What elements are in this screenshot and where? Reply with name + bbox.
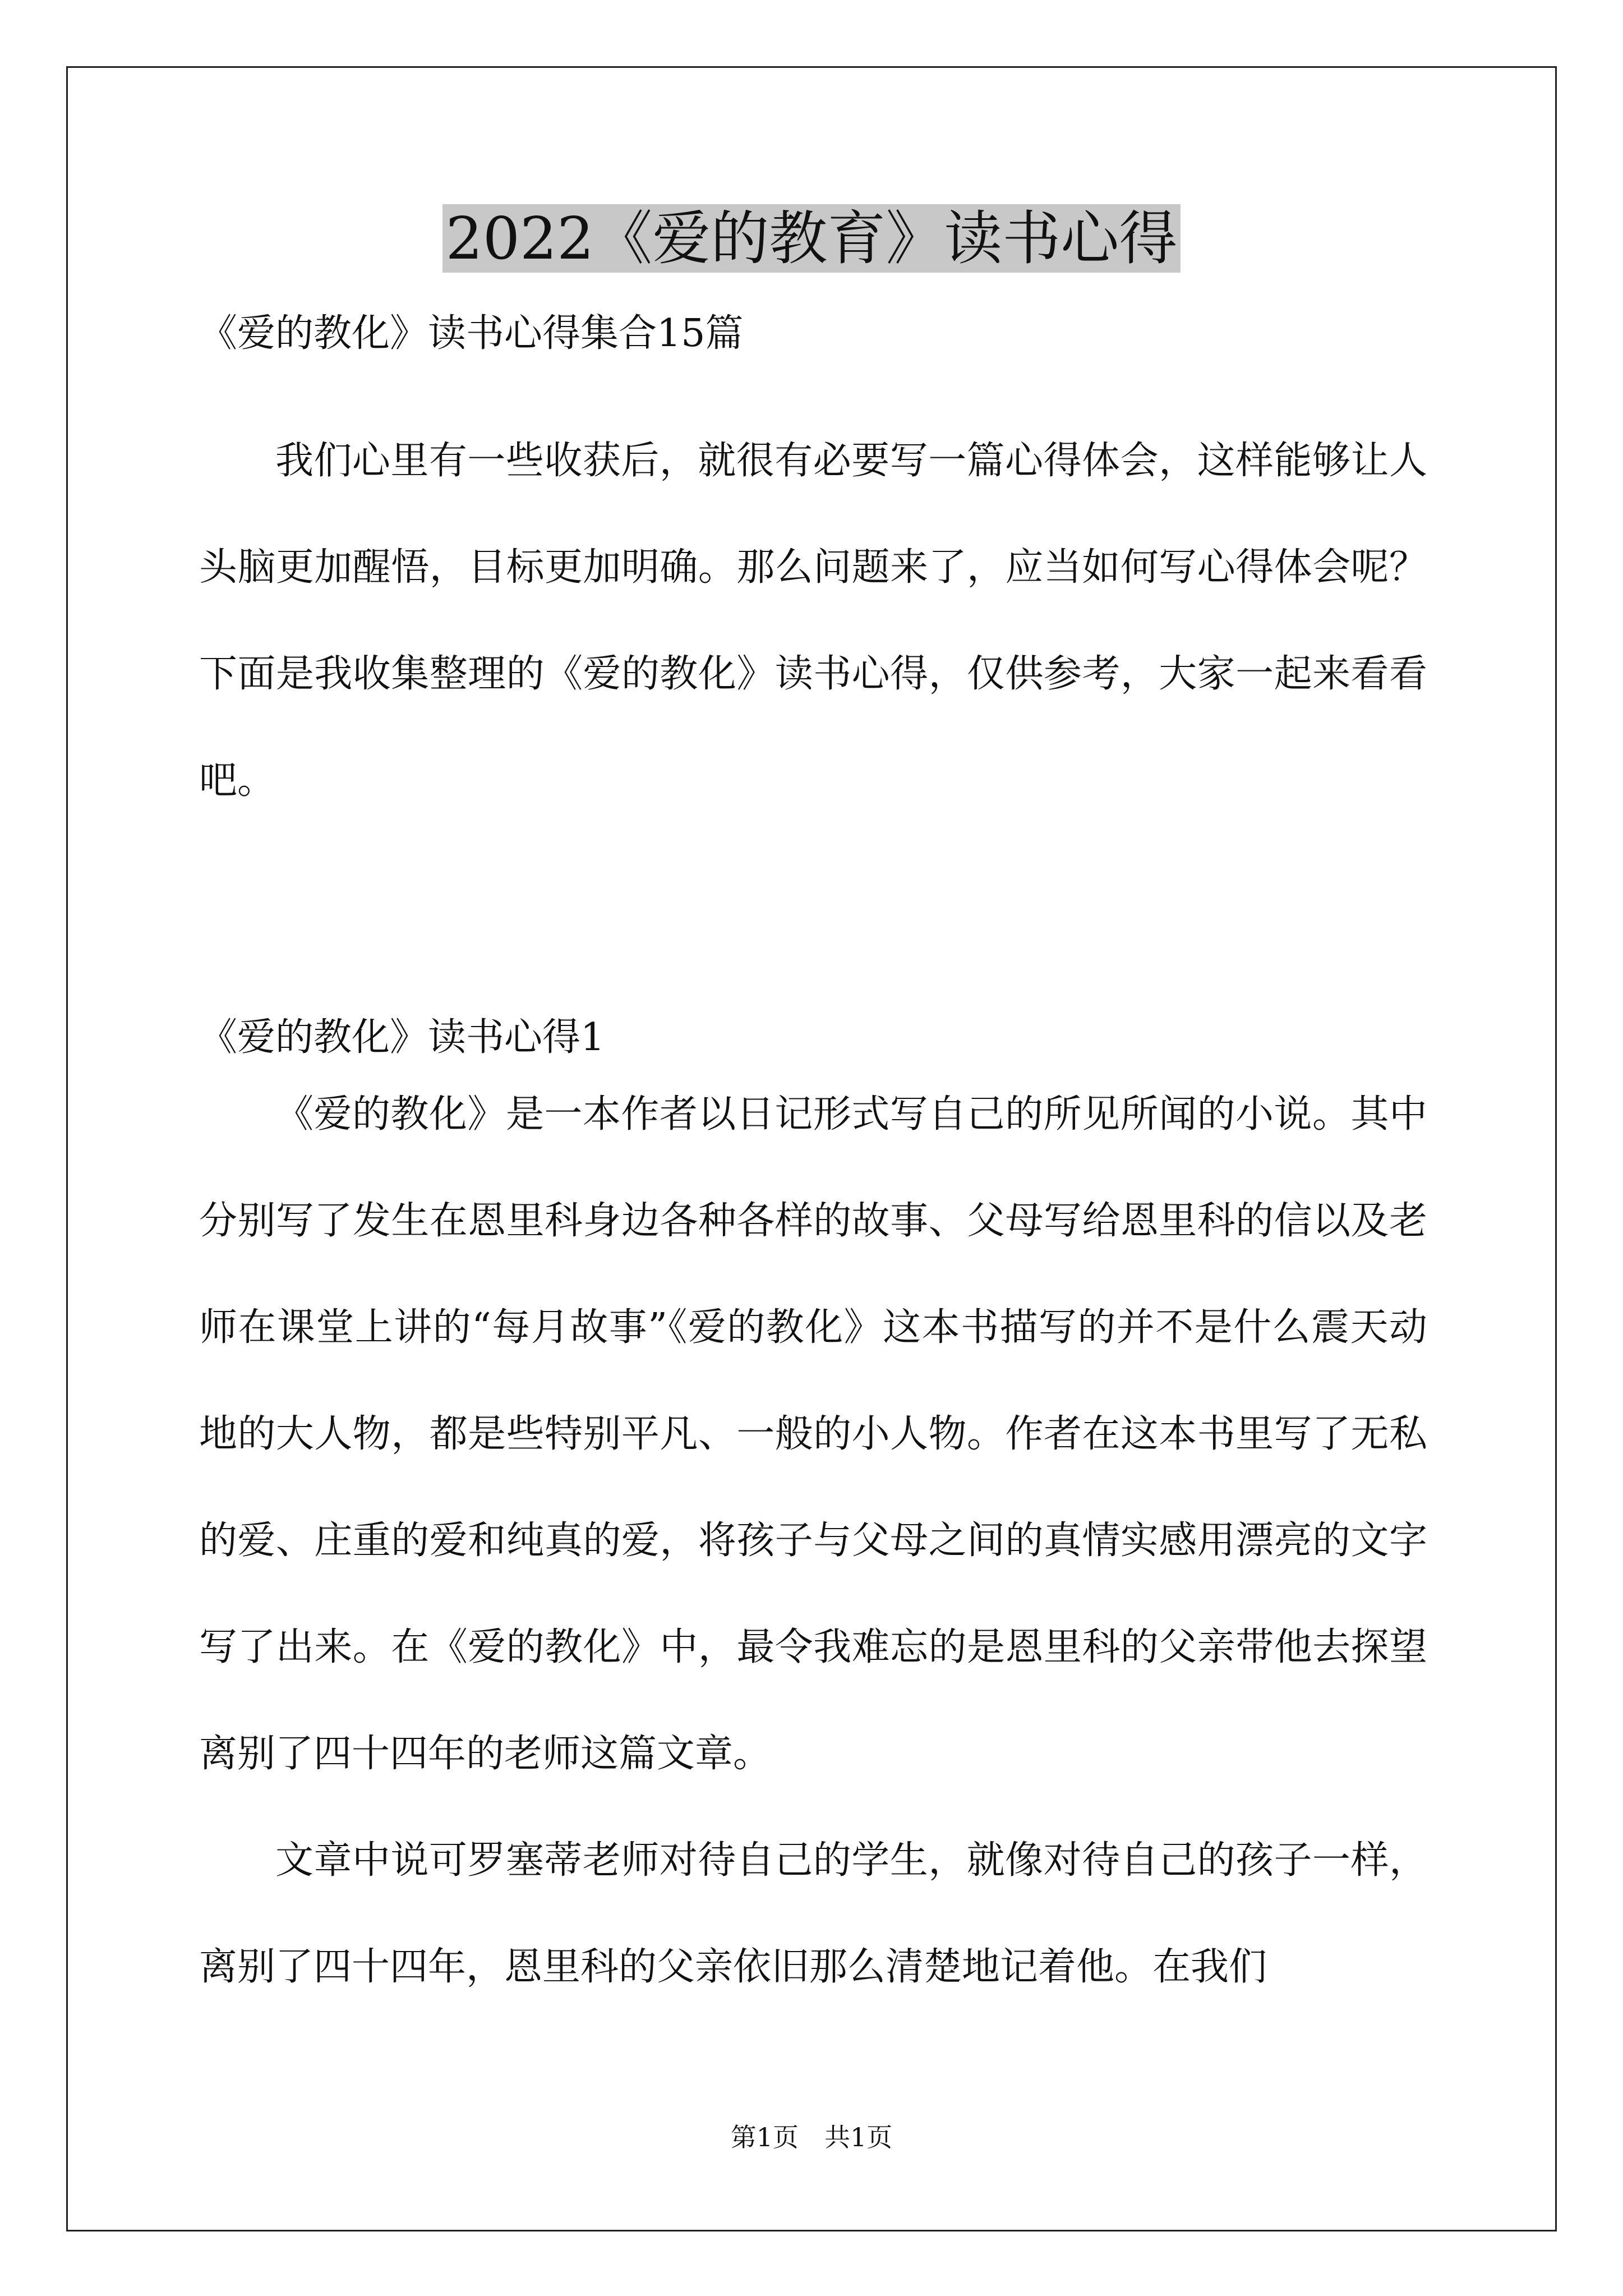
intro-paragraph: 我们心里有一些收获后，就很有必要写一篇心得体会，这样能够让人头脑更加醒悟，目标更加明确。那么问题来了，应当如何写心得体会呢？下面是我收集整理的《爱的教化》读书心得，仅供参考，大家一起来看看吧。	[199, 439, 1427, 803]
page-footer: 第1页 共1页	[730, 2122, 893, 2152]
document-title	[0, 196, 1623, 280]
document-title-text: 2022《爱的教育》读书心得	[442, 204, 1181, 273]
document-subheading: 《爱的教化》读书心得集合15篇	[199, 311, 744, 356]
section-heading: 《爱的教化》读书心得1	[199, 1015, 605, 1060]
body-paragraph-1: 《爱的教化》是一本作者以日记形式写自己的所见所闻的小说。其中分别写了发生在恩里科身边各种各样的故事、父母写给恩里科的信以及老师在课堂上讲的“每月故事”《爱的教化》这本书描写的并不是什么震天动地的大人物，都是些特别平凡、一般的小人物。作者在这本书里写了无私的爱、庄重的爱和纯真的爱，将孩子与父母之间的真情实感用漂亮的文字写了出来。在《爱的教化》中，最令我难忘的是恩里科的父亲带他去探望离别了四十四年的老师这篇文章。	[199, 1092, 1427, 1776]
body-paragraph-2: 文章中说可罗塞蒂老师对待自己的学生，就像对待自己的孩子一样，离别了四十四年，恩里科的父亲依旧那么清楚地记着他。在我们	[199, 1838, 1427, 1989]
